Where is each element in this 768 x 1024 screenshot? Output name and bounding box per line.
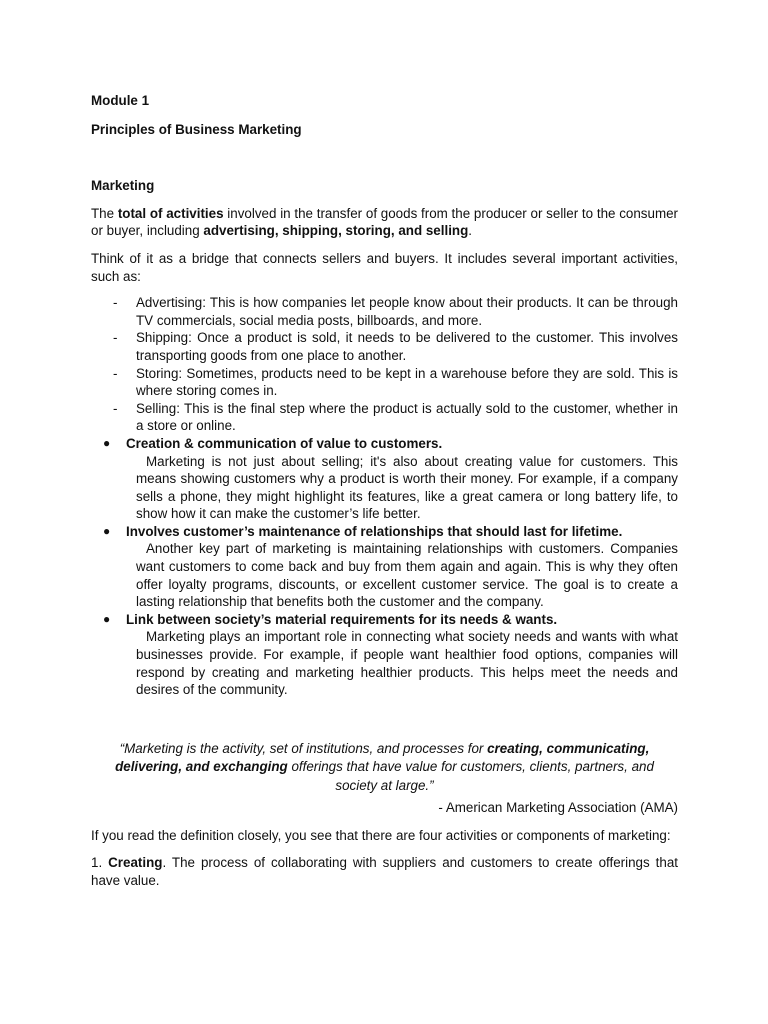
list-item <box>91 523 678 611</box>
module-label: Module 1 <box>91 93 150 108</box>
bullet-heading: Involves customer’s maintenance of relationships that should last for lifetime. <box>126 523 623 539</box>
list-item <box>91 435 678 523</box>
bullet-body: Marketing is not just about selling; it's also about creating value for customers. This means showing customers why a product is worth their money. For example, if a company sells a phone, they might highlight its features, like a great camera or long battery life, to show how it can make the customer’s life better. <box>136 453 678 522</box>
bullet-body: Another key part of marketing is maintaining relationships with customers. Companies want customers to come back and buy from them again and again. This is why they often offer loyalty programs, discounts, or excellent customer service. The goal is to create a lasting relationship that benefits both the customer and the company. <box>136 541 678 610</box>
bullet-heading: Link between society’s material requirements for its needs & wants. <box>126 611 558 627</box>
list-item: - Shipping: Once a product is sold, it needs to be delivered to the customer. This involves transporting goods from one place to another. <box>113 330 678 363</box>
section-heading: Marketing <box>91 178 155 194</box>
list-item: - Advertising: This is how companies let people know about their products. It can be through TV commercials, social media posts, billboards, and more. <box>113 295 678 328</box>
components-intro: If you read the definition closely, you see that there are four activities or components of marketing: <box>91 827 671 843</box>
activities-list <box>91 294 678 435</box>
list-item: - Storing: Sometimes, products need to be kept in a warehouse before they are sold. This is where storing comes in. <box>113 365 678 399</box>
bullet-heading: Creation & communication of value to customers. <box>126 435 443 451</box>
component-item: 1. Creating. The process of collaborating with suppliers and customers to create offerings that have value. <box>91 855 678 888</box>
module-title: Principles of Business Marketing <box>91 121 302 137</box>
list-item: - Selling: This is the final step where the product is actually sold to the customer, whether in a store or online. <box>113 400 678 434</box>
bullet-icon: ● <box>103 523 111 538</box>
marketing-definition: The total of activities involved in the transfer of goods from the producer or seller to the consumer or buyer, including advertising, shipping, storing, and selling. <box>91 205 679 239</box>
bullet-icon: ● <box>103 611 111 626</box>
bridge-analogy: Think of it as a bridge that connects sellers and buyers. It includes several important activities, such as: <box>91 250 678 284</box>
bullet-body: Marketing plays an important role in connecting what society needs and wants with what businesses provide. For example, if people want healthier food options, companies will respond by creating and marketing healthier products. This helps meet the needs and desires of the community. <box>136 629 678 698</box>
list-item <box>91 611 678 699</box>
ama-quote: “Marketing is the activity, set of institutions, and processes for creating, communicating, delivering, and exchanging offerings that have value for customers, clients, partners, and society at large.” <box>115 740 654 793</box>
quote-attribution: - American Marketing Association (AMA) <box>438 800 678 816</box>
bullet-icon: ● <box>103 435 111 450</box>
marketing-aspects-list <box>91 435 678 699</box>
